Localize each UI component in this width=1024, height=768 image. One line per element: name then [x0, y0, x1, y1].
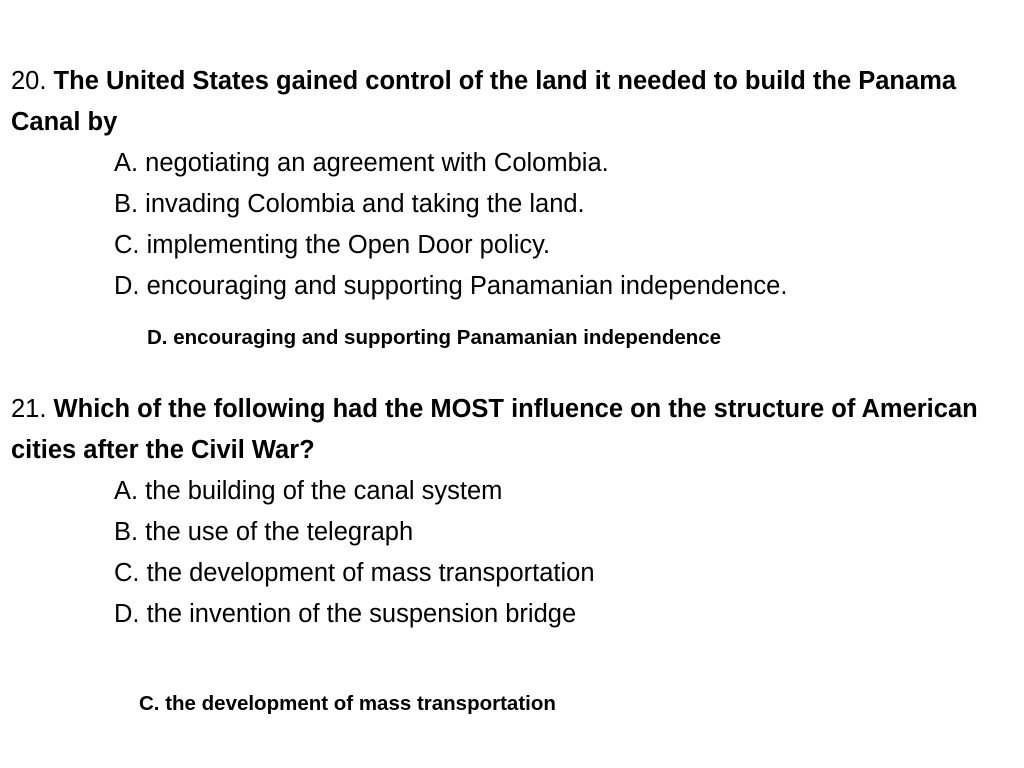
question-stem: The United States gained control of the land it needed to build the Panama Canal by — [11, 67, 957, 136]
option-c: C. the development of mass transportation — [114, 559, 595, 587]
answer-options — [11, 471, 1016, 635]
question-prompt — [11, 389, 1016, 471]
option-b: B. the use of the telegraph — [114, 518, 414, 546]
answer-21: C. the development of mass transportation — [139, 692, 556, 715]
question-number: 20. — [11, 67, 47, 95]
option-d: D. the invention of the suspension bridge — [114, 600, 577, 628]
option-d: D. encouraging and supporting Panamanian independence. — [114, 272, 788, 300]
question-21 — [11, 389, 1016, 635]
option-a: A. the building of the canal system — [114, 477, 503, 505]
answer-options — [11, 143, 1016, 307]
option-c: C. implementing the Open Door policy. — [114, 231, 551, 259]
option-b: B. invading Colombia and taking the land. — [114, 190, 585, 218]
answer-20: D. encouraging and supporting Panamanian independence — [147, 326, 722, 349]
question-prompt — [11, 61, 1016, 143]
option-a: A. negotiating an agreement with Colombia. — [114, 149, 609, 177]
question-stem: Which of the following had the MOST influence on the structure of American cities after the Civil War? — [11, 395, 978, 464]
question-number: 21. — [11, 395, 47, 423]
question-20 — [11, 61, 1016, 307]
